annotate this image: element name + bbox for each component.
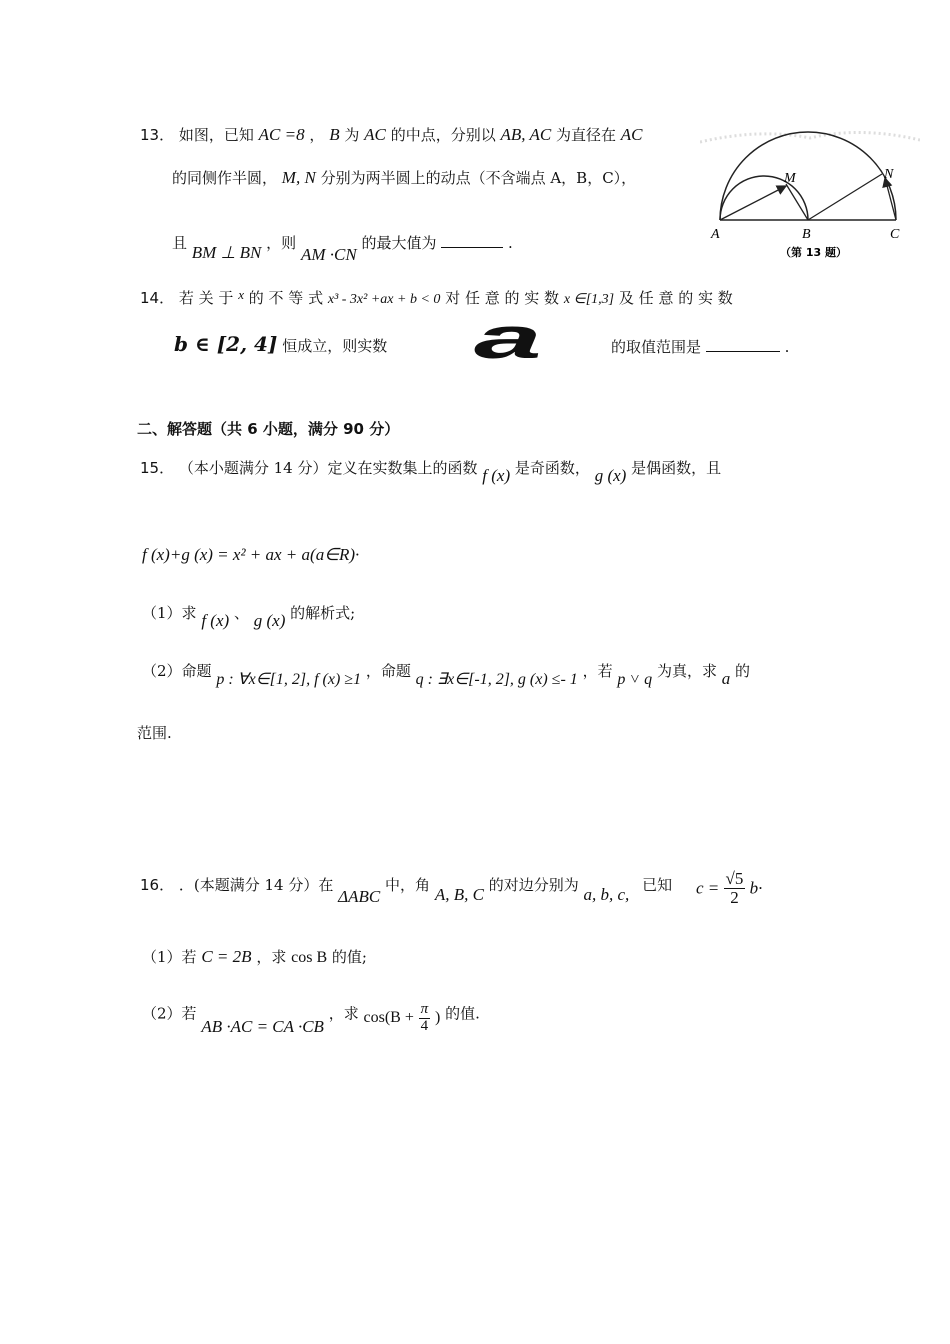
q15-text: 为真，求 <box>656 662 717 680</box>
q16-text: （2）若 <box>142 1004 197 1023</box>
q15-math: g (x) <box>594 466 627 485</box>
q15-math: f (x) <box>482 466 511 485</box>
q15-equation: f (x)+g (x) = x² + ax + a(a∈R)· <box>142 545 360 564</box>
q16-number: 16． <box>140 876 175 894</box>
q16-text: 的对边分别为 <box>488 876 579 894</box>
q15-text: 是偶函数，且 <box>631 459 722 477</box>
q15-math: g (x) <box>253 611 286 630</box>
q16-math: b· <box>749 878 763 898</box>
q13-math: B <box>329 125 340 144</box>
q13-math: AC =8 <box>258 125 305 144</box>
q14-math-b: b ∈ [2, 4] <box>174 332 278 356</box>
fraction-denominator: 4 <box>420 1017 429 1034</box>
q15-text: （1）求 <box>142 604 197 622</box>
label-c: C <box>890 227 900 242</box>
q16-text: ，求 <box>328 1004 359 1023</box>
q16-math: AB ·AC = CA ·CB <box>201 1017 324 1037</box>
q14-text: 的取值范围是 <box>611 338 702 356</box>
q16-text: 的值; <box>331 948 367 966</box>
q13-math: AM ·CN <box>300 245 357 264</box>
q14-number: 14． <box>140 289 175 307</box>
q15-math: a <box>721 669 731 688</box>
q15-text: （本小题满分 14 分）定义在实数集上的函数 <box>178 459 478 477</box>
q13-text: 分别为两半圆上的动点（不含端点 A，B，C）， <box>320 169 637 187</box>
q14-math: x <box>238 287 244 302</box>
q13-text: 为直径在 <box>555 126 616 144</box>
q16-math: c = <box>696 878 720 898</box>
label-n: N <box>884 167 894 182</box>
q13-text: 为 <box>344 126 360 144</box>
q16-math: cos B <box>291 949 328 966</box>
q14-line2-left <box>174 332 387 356</box>
q14-text: 对 任 意 的 实 数 <box>445 289 560 307</box>
fraction-numerator: √5 <box>725 869 744 888</box>
q15-part2-cont: 范围. <box>137 724 172 742</box>
fraction-denominator: 2 <box>730 887 739 907</box>
q16-math: a, b, c, <box>583 885 630 904</box>
q14-math: x ∈[1,3] <box>563 292 615 307</box>
fraction <box>419 1002 431 1035</box>
q16-math: ΔABC <box>338 887 381 906</box>
label-a: A <box>711 227 720 242</box>
q16-math: C = 2B <box>201 947 252 966</box>
q14-text: 及 任 意 的 实 数 <box>618 289 733 307</box>
fraction-numerator: π <box>420 1001 429 1017</box>
q13-text: 的最大值为 <box>361 234 437 252</box>
q15-text: （2）命题 <box>142 662 212 680</box>
q13-text: 且 <box>172 234 188 252</box>
q15-part2 <box>142 660 751 688</box>
fuzzy-border <box>700 132 920 142</box>
q13-text: 的中点，分别以 <box>390 126 496 144</box>
q13-math: AC <box>620 125 643 144</box>
q16-part1 <box>142 946 367 967</box>
q14-big-a: a <box>474 306 542 371</box>
q13-text: 如图，已知 <box>178 126 254 144</box>
q15-part1 <box>142 602 356 630</box>
q15-text: 的 <box>735 662 751 680</box>
q15-text: 、 <box>233 604 249 622</box>
q13-figure <box>700 120 920 265</box>
q14-line2-right <box>611 336 789 357</box>
q15-math: p ˅ q <box>617 671 653 688</box>
q13-line1 <box>140 124 642 145</box>
q16-text: ．(本题满分 14 分）在 <box>178 876 334 894</box>
q13-line2 <box>172 167 636 188</box>
q13-text: ，则 <box>266 234 297 252</box>
fraction <box>724 870 746 907</box>
q13-math: AC <box>364 125 386 144</box>
q15-text: ，若 <box>582 662 613 680</box>
q13-number: 13． <box>140 126 175 144</box>
q13-text: ， <box>309 126 325 144</box>
label-m: M <box>784 171 796 186</box>
q15-math: f (x) <box>201 611 230 630</box>
q16-line1 <box>140 874 673 906</box>
q15-line1 <box>140 457 722 485</box>
q13-text: 的同侧作半圆， <box>172 169 278 187</box>
q13-math: BM ⊥ BN <box>191 243 262 262</box>
q16-text: 已知 <box>642 876 673 894</box>
q16-given-eq <box>696 870 762 907</box>
q16-math: A, B, C <box>434 885 484 904</box>
q16-text: ，求 <box>256 948 287 966</box>
q16-math: cos(B + <box>363 1009 414 1027</box>
q15-number: 15． <box>140 459 175 477</box>
vector-cn <box>885 178 896 220</box>
q14-text: 的 不 等 式 <box>248 289 324 307</box>
q14-line1 <box>140 287 733 308</box>
q13-math: M, N <box>281 168 316 187</box>
q14-text: 若 关 于 <box>178 289 234 307</box>
answer-blank <box>706 337 780 352</box>
q14-text: . <box>784 338 790 356</box>
q14-math: x³ - 3x² +ax + b < 0 <box>327 292 441 307</box>
answer-blank <box>441 233 503 248</box>
q15-text: ，命题 <box>365 662 411 680</box>
q13-text: . <box>508 234 513 252</box>
q16-math: ) <box>434 1009 441 1027</box>
q15-text: 的解析式; <box>290 604 356 622</box>
figure-caption: （第 13 题） <box>780 246 847 259</box>
q16-text: 中，角 <box>385 876 431 894</box>
section-heading: 二、解答题（共 6 小题，满分 90 分） <box>137 420 400 438</box>
q15-text: 是奇函数， <box>514 459 590 477</box>
q15-math: q : ∃x∈[-1, 2], g (x) ≤- 1 <box>415 671 578 688</box>
segment-bn <box>808 174 882 220</box>
label-b: B <box>802 227 811 242</box>
q13-math: AB, AC <box>500 125 552 144</box>
q16-part2 <box>142 998 480 1037</box>
q13-line3 <box>172 232 513 264</box>
q16-text: 的值. <box>445 1004 480 1023</box>
q14-text: 恒成立，则实数 <box>282 337 388 355</box>
q15-math: p : ∀x∈[1, 2], f (x) ≥1 <box>216 671 362 688</box>
q16-text: （1）若 <box>142 948 197 966</box>
